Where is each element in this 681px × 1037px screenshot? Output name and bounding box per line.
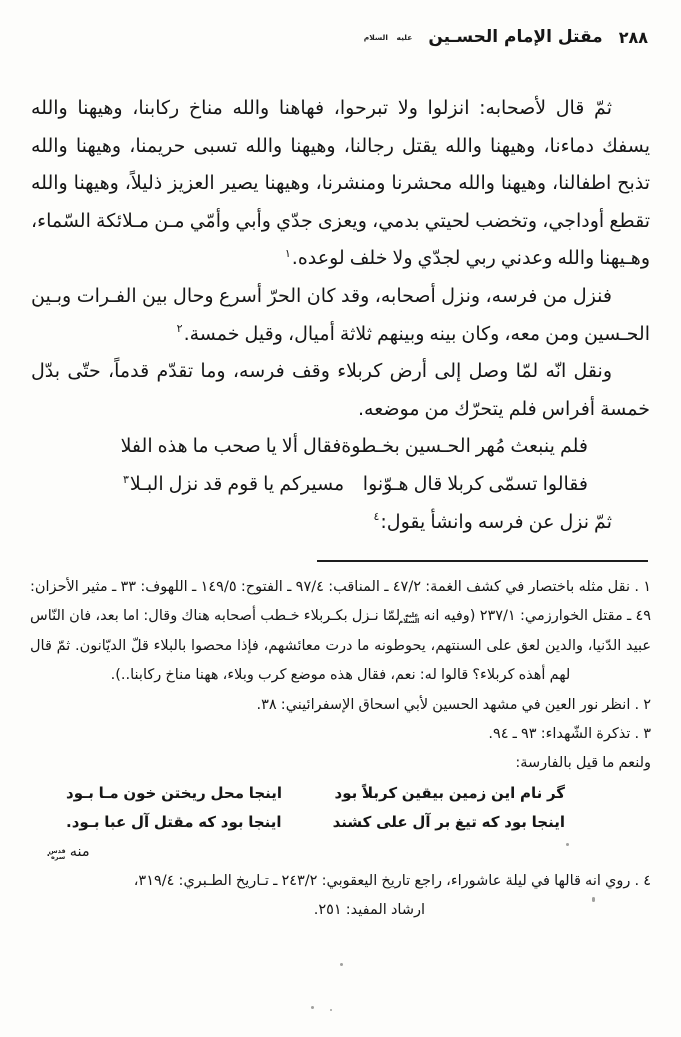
footnotes-section xyxy=(30,573,651,926)
footnote-ref-4: ٤ xyxy=(373,510,380,524)
paragraph-3-text: ونقل انّه لمّا وصل إلى أرض كربلاء وقف فرسه، وما تقدّم قدماً، حتّى بدّل خمسة أفراس فلم يتحرّك من موضعه. xyxy=(31,360,650,420)
paragraph-3 xyxy=(31,353,650,428)
page-header xyxy=(33,27,648,47)
honorific-icon: عليه السلام xyxy=(398,611,420,626)
paragraph-4 xyxy=(31,504,650,542)
persian-verse-2-left: اينجا بود كه مقتل آل عبا بـود. xyxy=(66,813,282,832)
honorific-icon: قدس سره xyxy=(48,846,66,861)
footnote-4-number: ٤ . xyxy=(634,873,651,890)
persian-verse-intro xyxy=(30,749,651,778)
footnote-2-number: ٢ . xyxy=(634,696,651,713)
footnote-1-number: ١ . xyxy=(634,579,652,595)
footnote-1-text-b: لمّا نـزل بكـربلاء خـطب أصحابه هناك وقال: اما بعد، فان النّاس عبيد الدّنيا، والدين لعق على السنتهم، يحوطونه ما درت معائشهم، فإذا محصوا بالبلاء قلّ الديّانون. ثمّ قال لهم أهذه كربلاء؟ قالوا له: نعم، فقال هذه موضع كرب وبلاء، ههنا مناخ ركابنا..). xyxy=(30,608,651,684)
arabic-verse-line-2 xyxy=(31,466,650,504)
footnote-4 xyxy=(30,867,651,896)
minhu-period: . xyxy=(46,843,51,860)
footnote-4-continuation xyxy=(30,896,651,925)
footnote-ref-1: ١ xyxy=(284,247,291,261)
scan-speck xyxy=(566,843,569,846)
footnote-ref-2: ٢ xyxy=(176,322,183,336)
author-note-signature xyxy=(30,838,651,867)
footnote-ref-3: ٣ xyxy=(123,472,129,486)
scan-speck xyxy=(592,897,595,902)
footnote-4-continuation-text: ارشاد المفيد: ٢٥١. xyxy=(313,902,425,919)
footnote-2-text: انظر نور العين في مشهد الحسين لأبي اسحاق الإسفرائيني: ٣٨. xyxy=(256,696,631,713)
footnote-separator xyxy=(317,560,648,562)
footnote-3 xyxy=(30,720,651,749)
verse-2-right-hemistich: فقالوا تسمّى كربلا قال هـوّنوا xyxy=(362,472,588,495)
footnote-1 xyxy=(30,573,651,691)
persian-verse-intro-text: ولنعم ما قيل بالفارسة: xyxy=(515,755,651,772)
verse-2-left-hemistich xyxy=(123,466,344,504)
book-title: مقتل الإمام الحسـين xyxy=(428,27,603,47)
page-body xyxy=(31,90,650,541)
arabic-verse-line-1 xyxy=(31,428,650,466)
paragraph-2-text: فنزل من فرسه، ونزل أصحابه، وقد كان الحرّ أسرع وحال بين الفـرات وبـين الحـسين ومن معه، وكان بينه وبينهم ثلاثة أميال، وقيل خمسة. xyxy=(31,284,650,345)
verse-1-right-hemistich: فلم ينبعث مُهر الحـسين بخـطوة xyxy=(341,435,588,458)
footnote-4-text: روي انه قالها في ليلة عاشوراء، راجع تاريخ اليعقوبي: ٢٤٣/٢ ـ تـاريخ الطـبري: ٣١٩/٤، xyxy=(133,873,631,890)
honorific-icon: عليه السلام xyxy=(363,32,413,42)
paragraph-1-text: ثمّ قال لأصحابه: انزلوا ولا تبرحوا، فهاهنا والله مناخ ركابنا، وهيهنا والله يسفك دماءنا، وهيهنا والله يقتل رجالنا، وهيهنا والله تسبى حريمنا، وهيهنا والله تذبح اطفالنا، وهيهنا والله محشرنا ومنشرنا، وهيهنا يصير العزيز ذليلاً، وهيهنا والله تقطع أوداجي، وتخضب لحيتي بدمي، ويعزى جدّي وأبي وأمّي مـن مـلائكة السّماء، وهـيهنا والله وعدني ربي لجدّي ولا خلف لوعده. xyxy=(31,97,650,270)
footnote-3-text: تذكرة الشّهداء: ٩٣ ـ ٩٤. xyxy=(488,726,631,743)
persian-verse-line-2 xyxy=(30,808,651,837)
paragraph-4-text: ثمّ نزل عن فرسه وانشأ يقول: xyxy=(380,510,612,533)
persian-verse-1-left: اينجا محل ريختن خون مـا بـود xyxy=(66,783,283,802)
persian-verse-2-right: اينجا بود كه تيغ بر آل على كشند xyxy=(332,813,565,832)
scan-speck xyxy=(311,1006,314,1009)
paragraph-2 xyxy=(31,278,650,353)
scan-speck xyxy=(340,963,343,966)
verse-1-left-hemistich: فقال ألا يا صحب ما هذه الفلا xyxy=(120,435,342,458)
persian-verse-1-right: گر نام اين زمين بيقين كربلاً بود xyxy=(334,783,565,802)
footnote-1-text-a: نقل مثله باختصار في كشف الغمة: ٤٧/٢ ـ المناقب: ٩٧/٤ ـ الفتوح: ١٤٩/٥ ـ اللهوف: ٣٣ ـ مثير الأحزان: ٤٩ ـ مقتل الخوارزمي: ٢٣٧/١ (وفيه انه xyxy=(30,579,652,625)
footnote-3-number: ٣ . xyxy=(634,726,651,743)
minhu-text: منه xyxy=(69,843,90,860)
persian-verse-line-1 xyxy=(30,779,651,808)
verse-2-left-text: مسيركم يا قوم قد نزل البـلا xyxy=(129,472,345,495)
footnote-2 xyxy=(30,691,651,720)
paragraph-1 xyxy=(31,90,650,278)
scan-speck xyxy=(330,1009,332,1011)
page-number: ٢٨٨ xyxy=(618,27,648,47)
